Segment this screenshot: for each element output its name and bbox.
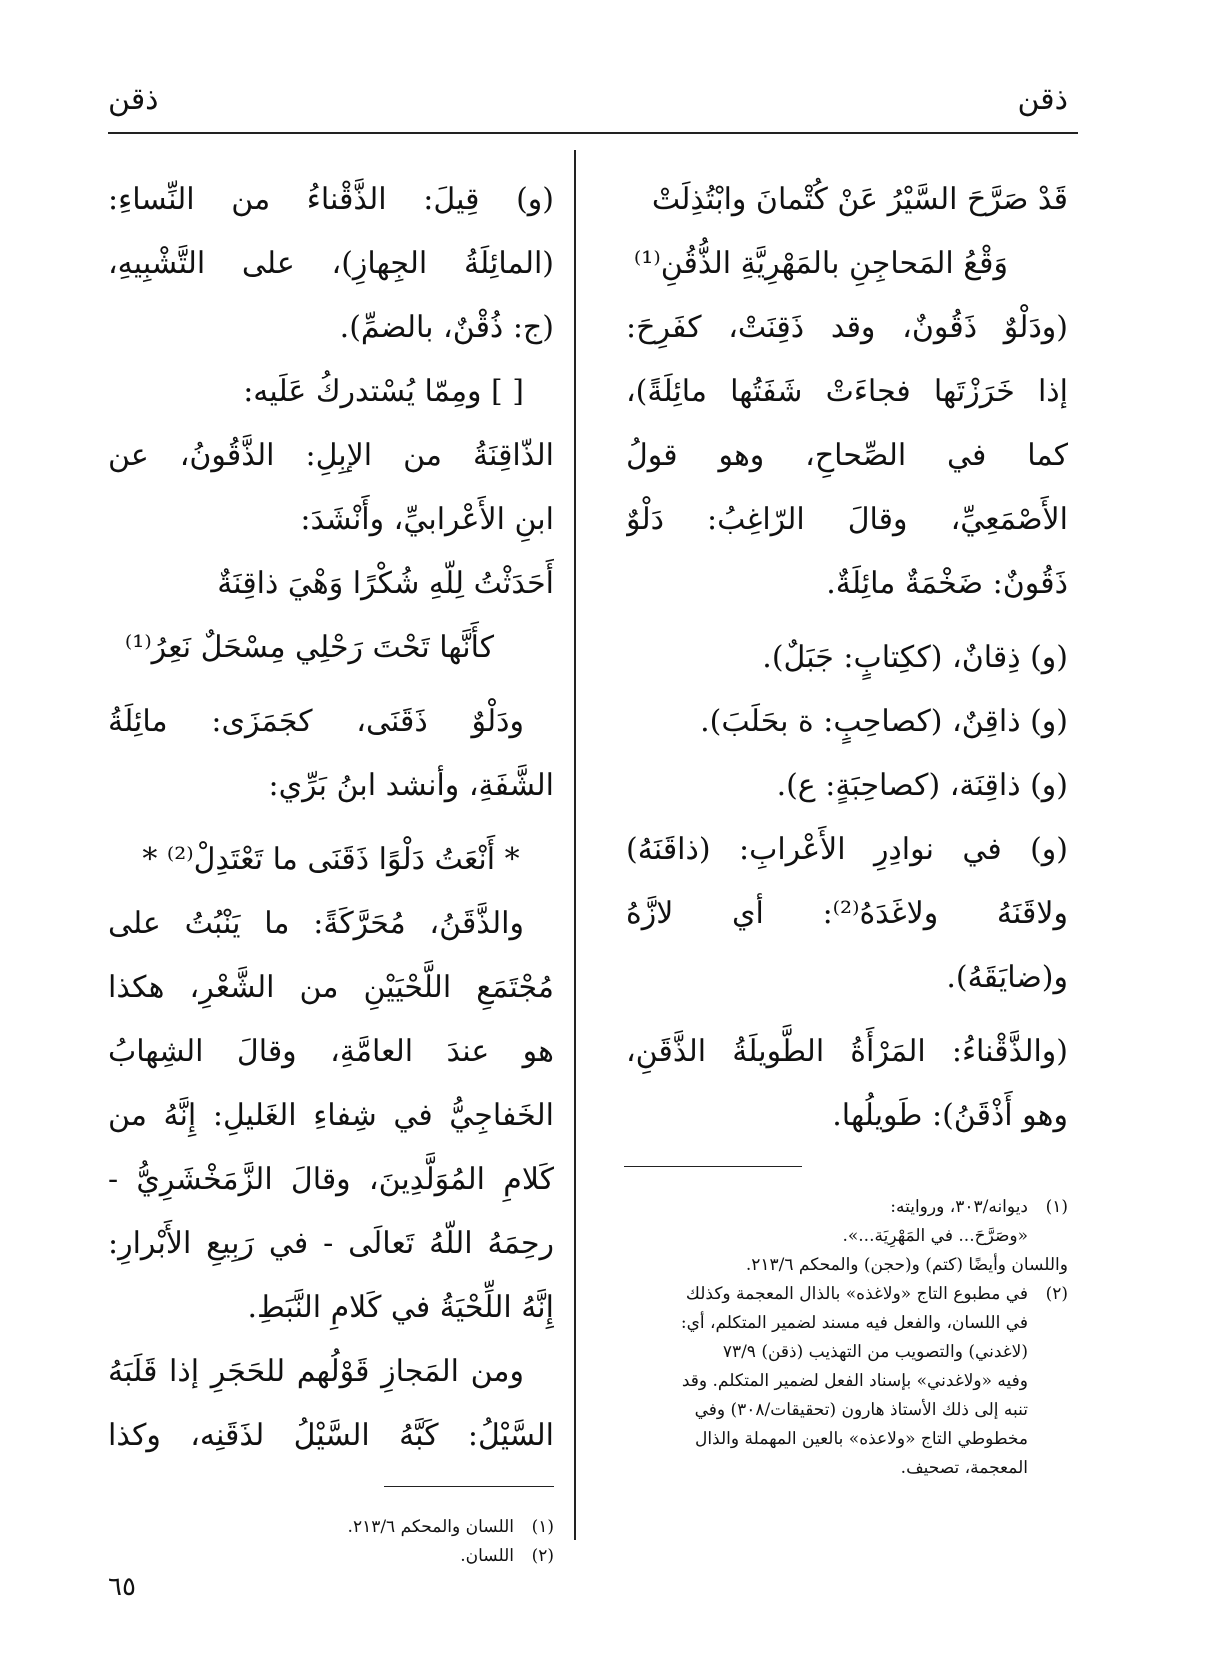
footnote-text: ديوانه/٣٠٣، وروايته: <box>890 1197 1028 1217</box>
text-line: إِنَّهُ اللِّحْيَةُ في كَلامِ النَّبَطِ. <box>247 1290 554 1325</box>
footnote-text: واللسان وأيضًا (كتم) و(حجن) والمحكم ٢١٣/٦. <box>745 1255 1068 1275</box>
right-column <box>626 168 1068 1483</box>
text-line: و(ضايَقَهُ). <box>946 960 1068 995</box>
text-line: (و) في نوادِرِ الأَعْرابِ: (ذاقَنَهُ) <box>626 832 1068 867</box>
text-line: كما في الصِّحاحِ، وهو قولُ <box>626 438 1068 473</box>
footnote-line <box>626 1222 1068 1251</box>
entry-line: (و) ذاقِنٌ، (كصاحِبٍ: ة بحَلَبَ). <box>700 704 1068 739</box>
column-divider <box>574 150 576 1540</box>
footnote-number: (٢) <box>531 1546 554 1566</box>
footnote-text: في اللسان، والفعل فيه مسند لضمير المتكلم، أي: <box>680 1313 1028 1333</box>
footnote-text: في مطبوع التاج «ولاغذه» بالذال المعجمة وكذلك <box>685 1284 1028 1304</box>
page-number: ٦٥ <box>108 1572 136 1602</box>
text-line: (و) قِيلَ: الذَّقْناءُ من النِّساءِ: <box>108 182 554 217</box>
text-line: كَلامِ المُوَلَّدِينَ، وقالَ الزَّمَخْشَرِيُّ - <box>108 1162 554 1197</box>
footnote-rule <box>624 1166 802 1167</box>
footnote-line <box>626 1309 1068 1338</box>
verse-line: وَقْعُ المَحاجِنِ بالمَهْرِيَّةِ الذُّقُنِ⁽¹⁾ <box>633 246 1008 281</box>
header-rule <box>108 132 1078 134</box>
text-line: ابنِ الأَعْرابيِّ، وأَنْشَدَ: <box>300 502 554 537</box>
text-line: ودَلْوٌ ذَقَنَى، كجَمَزَى: مائِلَةُ <box>108 704 524 739</box>
text-line: السَّيْلُ: كَبَّهُ السَّيْلُ لذَقَنِه، وكذا <box>108 1418 554 1453</box>
footnote-number: (٢) <box>1045 1284 1068 1304</box>
footnote-number: (١) <box>1045 1197 1068 1217</box>
text-line: الخَفاجِيُّ في شِفاءِ الغَليلِ: إِنَّهُ من <box>108 1098 554 1133</box>
text-line: الشَّفَةِ، وأنشد ابنُ بَرِّي: <box>268 768 554 803</box>
text-line: رحِمَهُ اللّهُ تَعالَى - في رَبِيعِ الأَبْرارِ: <box>108 1226 554 1261</box>
verse-line: كأَنَّها تَحْتَ رَحْلِي مِسْحَلٌ نَعِرُ⁽¹⁾ <box>124 630 494 665</box>
text-line: (والذَّقْناءُ: المَرْأَةُ الطَّويلَةُ الذَّقَنِ، <box>626 1034 1068 1069</box>
text-line: الذّاقِنَةُ من الإبِلِ: الذَّقُونُ، عن <box>108 438 554 473</box>
footnote-rule <box>384 1486 554 1487</box>
text-line: [ ] ومِمّا يُسْتدركُ عَلَيه: <box>243 374 524 409</box>
footnote-line <box>626 1338 1068 1367</box>
left-column <box>108 168 554 1571</box>
footnote <box>626 1193 1068 1222</box>
text-line: (المائِلَةُ الجِهازِ)، على التَّشْبِيهِ، <box>108 246 554 281</box>
verse-line: قَدْ صَرَّحَ السَّيْرُ عَنْ كُتْمانَ وابْتُذِلَتْ <box>651 182 1068 217</box>
text-line: (ج: ذُقْنٌ، بالضمِّ). <box>339 310 554 345</box>
footnote <box>108 1542 554 1571</box>
text-line: وهو أَذْقَنُ): طَويلُها. <box>832 1098 1068 1133</box>
footnote-line <box>626 1251 1068 1280</box>
entry-line: (و) ذِقانٌ، (ككِتابٍ: جَبَلٌ). <box>762 640 1068 675</box>
footnote-text: تنبه إلى ذلك الأستاذ هارون (تحقيقات/٣٠٨) وفي <box>694 1400 1028 1420</box>
footnote-line <box>626 1425 1068 1454</box>
text-line: (ودَلْوٌ ذَقُونٌ، وقد ذَقِنَتْ، كفَرِحَ: <box>626 310 1068 345</box>
text-line: هو عندَ العامَّةِ، وقالَ الشِهابُ <box>108 1034 554 1069</box>
footnote-number: (١) <box>531 1517 554 1537</box>
text-line: ولاقَنَهُ ولاغَدَهُ⁽²⁾: أي لازَّهُ <box>626 896 1068 931</box>
running-head-right: ذقن <box>1017 82 1068 117</box>
entry-line: (و) ذاقِنَة، (كصاحِبَةٍ: ع). <box>776 768 1068 803</box>
verse-line: أَحَدَثْتُ لِلّهِ شُكْرًا وَهْيَ ذاقِنَةٌ <box>217 566 554 601</box>
footnote <box>108 1513 554 1542</box>
footnote-text: (لاغدني) والتصويب من التهذيب (ذقن) ٧٣/٩ <box>722 1342 1028 1362</box>
footnote-text: اللسان. <box>460 1546 514 1566</box>
text-line: ومن المَجازِ قَوْلُهم للحَجَرِ إذا قَلَبَهُ <box>108 1354 524 1389</box>
verse-line: * أَنْعَتُ دَلْوًا ذَقَنَى ما تَعْتَدِلْ⁽²⁾ * <box>142 842 520 877</box>
footnote-line <box>626 1367 1068 1396</box>
footnote <box>626 1280 1068 1309</box>
text-line: ذَقُونٌ: ضَخْمَةٌ مائِلَةٌ. <box>826 566 1068 601</box>
footnote-text: المعجمة، تصحيف. <box>900 1458 1028 1478</box>
text-line: مُجْتَمَعِ اللَّحْيَيْنِ من الشَّعْرِ، هكذا <box>108 970 554 1005</box>
footnote-line <box>626 1454 1068 1483</box>
footnote-text: اللسان والمحكم ٢١٣/٦. <box>347 1517 514 1537</box>
footnote-text: مخطوطي التاج «ولاعذه» بالعين المهملة والذال <box>694 1429 1028 1449</box>
text-line: الأَصْمَعِيِّ، وقالَ الرّاغِبُ: دَلْوٌ <box>626 502 1068 537</box>
text-line: والذَّقَنُ، مُحَرَّكَةً: ما يَنْبُتُ على <box>108 906 524 941</box>
running-head-left: ذقن <box>108 82 159 117</box>
footnote-line <box>626 1396 1068 1425</box>
text-line: إذا خَرَزْتَها فجاءَتْ شَفَتُها مائِلَةً)، <box>626 374 1068 409</box>
footnote-text: وفيه «ولاغدني» بإسناد الفعل لضمير المتكلم. وقد <box>681 1371 1028 1391</box>
footnote-text: «وصَرَّحَ... في المَهْرِيَة...». <box>842 1226 1028 1246</box>
